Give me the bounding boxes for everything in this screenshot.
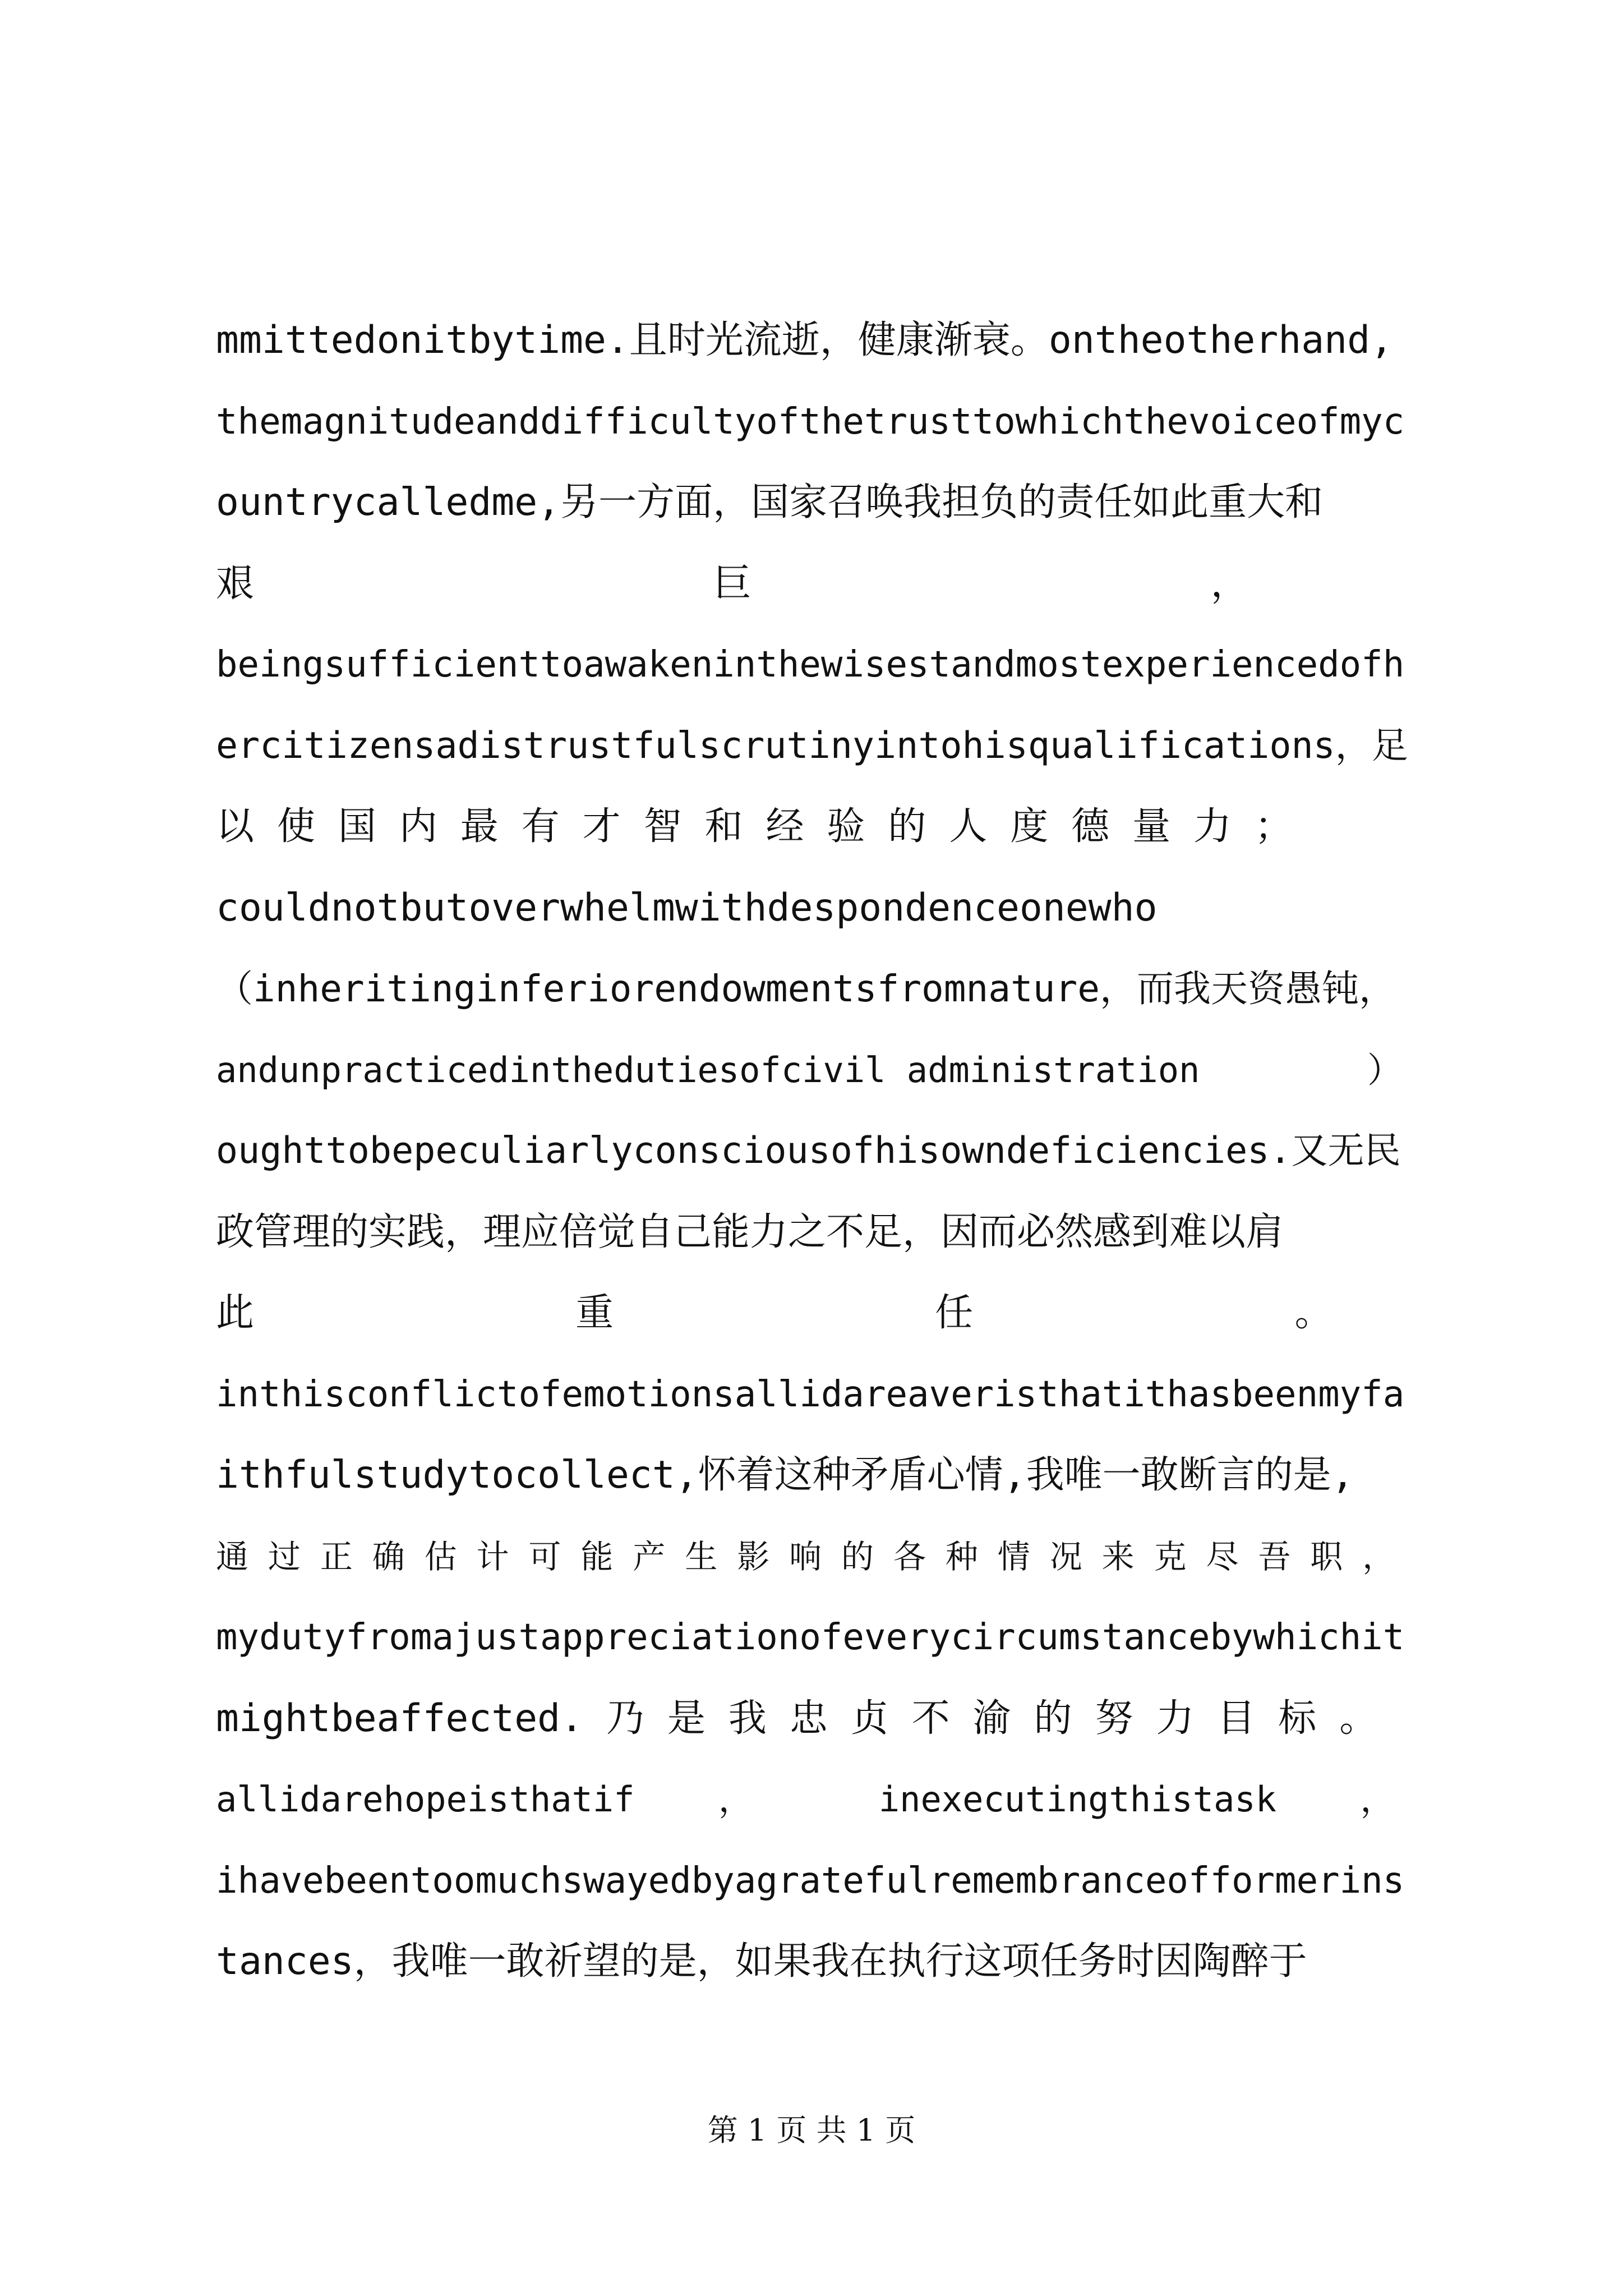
text-line: 此 重 任 。 bbox=[216, 1291, 1333, 1335]
text-line: （inheritinginferiorendowmentsfromnature，而我天资愚钝， bbox=[216, 967, 1396, 1010]
text-line: oughttobepeculiarlyconsciousofhisowndeficiencies.又无民 bbox=[216, 1130, 1401, 1172]
text-line: 政管理的实践，理应倍觉自己能力之不足，因而必然感到难以肩 bbox=[216, 1209, 1284, 1254]
text-line: couldnotbutoverwhelmwithdespondenceonewho bbox=[216, 885, 1158, 930]
text-line: andunpracticedinthedutiesofcivil administration ） bbox=[216, 1049, 1402, 1091]
text-line: 艰 巨 ， bbox=[216, 561, 1249, 606]
text-line: themagnitudeanddifficultyofthetrusttowhichthevoiceofmyc bbox=[216, 401, 1405, 443]
text-line: ercitizensadistrustfulscrutinyintohisqualifications，足 bbox=[216, 724, 1408, 767]
text-line: mydutyfromajustappreciationofeverycircumstancebywhichit bbox=[216, 1617, 1405, 1658]
text-line: tances，我唯一敢祈望的是，如果我在执行这项任务时因陶醉于 bbox=[216, 1939, 1307, 1984]
page-footer: 第 1 页 共 1 页 bbox=[707, 2113, 916, 2148]
text-line: allidarehopeisthatif ， inexecutingthistask ， bbox=[216, 1779, 1395, 1820]
text-line: ountrycalledme,另一方面，国家召唤我担负的责任如此重大和 bbox=[216, 480, 1324, 524]
text-line: 以 使 国 内 最 有 才 智 和 经 验 的 人 度 德 量 力 ； bbox=[216, 804, 1293, 849]
text-line: beingsufficienttoawakeninthewisestandmostexperiencedofh bbox=[216, 644, 1405, 685]
text-line: mightbeaffected. 乃 是 我 忠 贞 不 渝 的 努 力 目 标 。 bbox=[216, 1696, 1378, 1741]
text-line: 通 过 正 确 估 计 可 能 产 生 影 响 的 各 种 情 况 来 克 尽 吾 职 ， bbox=[216, 1537, 1395, 1576]
body-text bbox=[216, 300, 1413, 2003]
text-line: inthisconflictofemotionsallidareaveristhatithasbeenmyfa bbox=[216, 1373, 1405, 1415]
text-line: ithfulstudytocollect,怀着这种矛盾心情,我唯一敢断言的是, bbox=[216, 1453, 1354, 1497]
text-line: ihavebeentoomuchswayedbyagratefulremembranceofformerins bbox=[216, 1860, 1405, 1902]
text-line: mmittedonitbytime.且时光流逝，健康渐衰。ontheotherhand, bbox=[216, 318, 1394, 362]
